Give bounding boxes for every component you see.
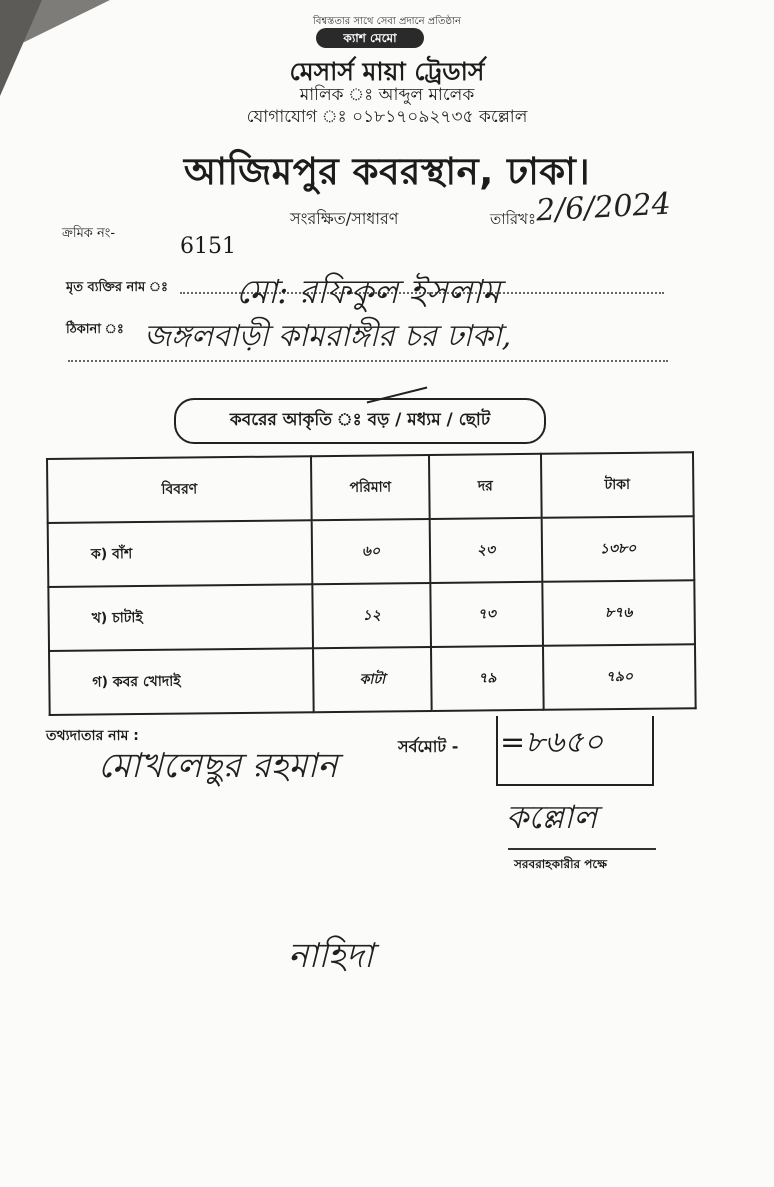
items-table [46, 451, 697, 716]
informant-label: তথ্যদাতার নাম : [46, 728, 139, 744]
supplier-label: সরবরাহকারীর পক্ষে [514, 857, 607, 871]
contact-line: যোগাযোগ ঃ ০১৮১৭০৯২৭৩৫ কল্লোল [246, 107, 528, 127]
row-item: ক) বাঁশ [48, 520, 313, 587]
row-rate: ৭৩ [430, 582, 543, 647]
row-qty: কাটা [313, 647, 432, 712]
total-label: সর্বমোট - [398, 737, 459, 756]
handwritten-note: নাহিদা [288, 936, 374, 976]
deceased-value: মো: রফিকুল ইসলাম [236, 272, 501, 311]
owner-line: মালিক ঃ আব্দুল মালেক [299, 85, 475, 105]
signature-line [508, 848, 656, 850]
grave-size-box: কবরের আকৃতি ঃ বড় / মধ্যম / ছোট [174, 398, 546, 444]
table-row [48, 580, 695, 651]
firm-name: মেসার্স মায়া ট্রেডার্স [289, 57, 485, 86]
table-row [49, 644, 696, 715]
address-label: ঠিকানা ঃ [66, 322, 124, 337]
header-description: বিবরণ [47, 456, 312, 523]
deceased-label: মৃত ব্যক্তির নাম ঃ [66, 280, 168, 295]
row-amount: ৭৯০ [543, 644, 696, 710]
row-amount: ৮৭৬ [542, 580, 695, 646]
row-qty: ১২ [312, 583, 431, 648]
serial-value: 6151 [180, 234, 236, 259]
row-qty: ৬০ [312, 519, 431, 584]
total-value: =৮৬৫০ [500, 725, 604, 760]
supplier-signature: কল্লোল [506, 798, 598, 836]
header-rate: দর [429, 454, 542, 519]
header-quantity: পরিমাণ [311, 455, 430, 520]
graveyard-title: আজিমপুর কবরস্থান, ঢাকা। [183, 150, 591, 193]
row-rate: ২৩ [430, 518, 543, 583]
cash-memo-badge: ক্যাশ মেমো [316, 28, 424, 48]
header-tagline: বিশ্বস্ততার সাথে সেবা প্রদানে প্রতিষ্ঠান [313, 16, 461, 27]
header-amount: টাকা [541, 452, 694, 518]
address-value: জঙ্গলবাড়ী কামরাঙ্গীর চর ঢাকা, [144, 319, 512, 354]
date-label: তারিখঃ [490, 210, 536, 228]
informant-value: মোখলেছুর রহমান [98, 746, 338, 786]
table-row [48, 516, 695, 587]
row-rate: ৭৯ [431, 646, 544, 711]
row-item: খ) চাটাই [48, 584, 313, 651]
grave-type: সংরক্ষিত/সাধারণ [290, 209, 399, 228]
row-item: গ) কবর খোদাই [49, 648, 314, 715]
table-header-row [47, 452, 694, 523]
serial-label: ক্রমিক নং- [62, 226, 116, 241]
date-value: 2/6/2024 [535, 186, 672, 229]
row-amount: ১৩৮০ [542, 516, 695, 582]
